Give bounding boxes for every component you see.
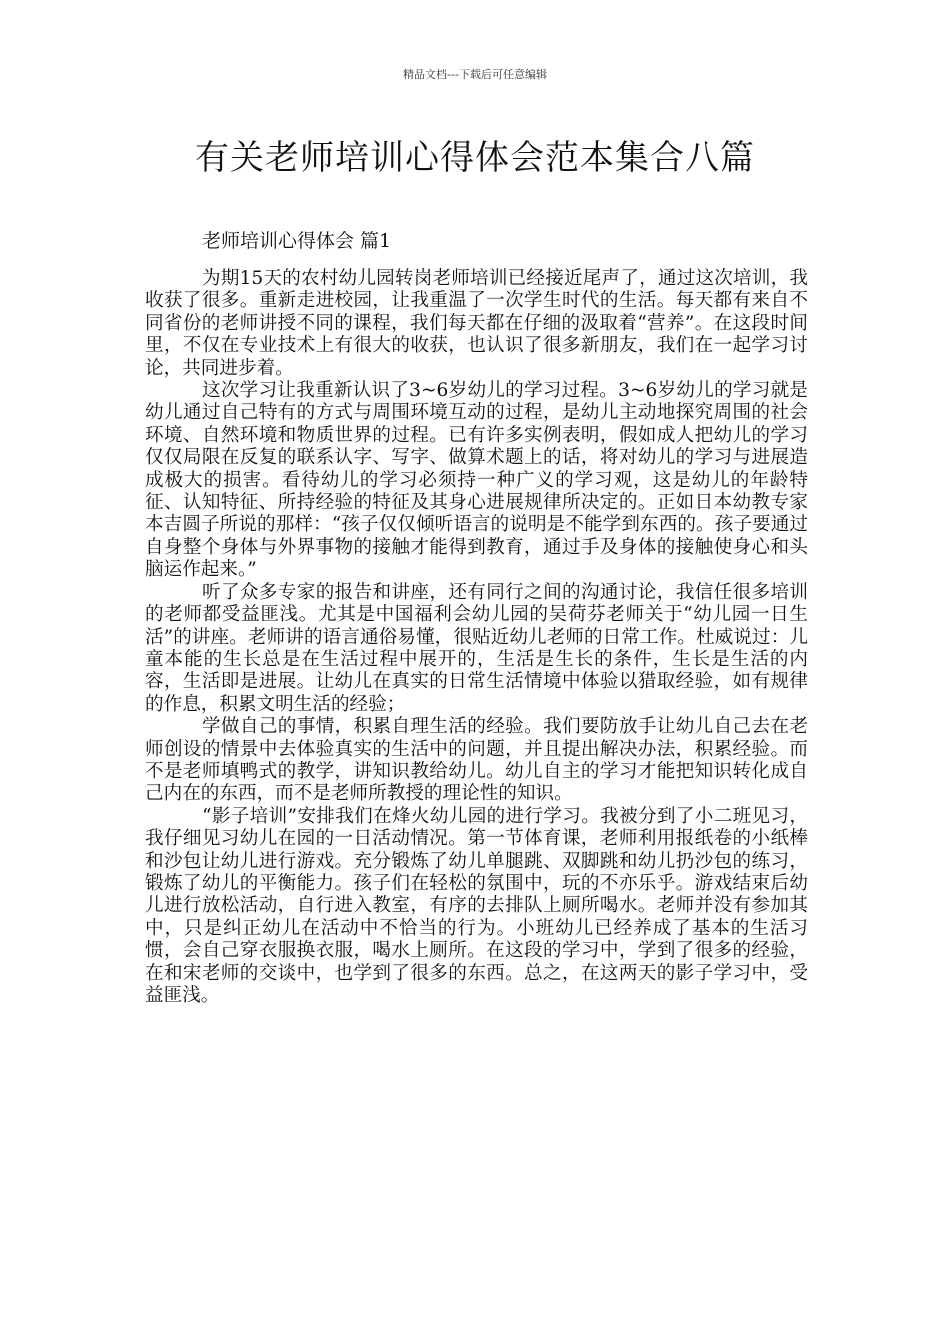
header-note: 精品文档---下载后可任意编辑 xyxy=(403,68,547,81)
paragraph-2: 这次学习让我重新认识了3~6岁幼儿的学习过程。3~6岁幼儿的学习就是幼儿通过自己特有的方式与周围环境互动的过程，是幼儿主动地探究周围的社会环境、自然环境和物质世界的过程。已有许多实例表明，假如成人把幼儿的学习仅仅局限在反复的联系认字、写字、做算术题上的话，将对幼儿的学习与进展造成极大的损害。看待幼儿的学习必须持一种广义的学习观，这是幼儿的年龄特征、认知特征、所持经验的特征及其身心进展规律所决定的。正如日本幼教专家本吉圆子所说的那样：“孩子仅仅倾听语言的说明是不能学到东西的。孩子要通过自身整个身体与外界事物的接触才能得到教育，通过手及身体的接触使身心和头脑运作起来。” xyxy=(145,380,808,581)
paragraph-4: 学做自己的事情，积累自理生活的经验。我们要防放手让幼儿自己去在老师创设的情景中去体验真实的生活中的问题，并且提出解决办法，积累经验。而不是老师填鸭式的教学，讲知识教给幼儿。幼儿自主的学习才能把知识转化成自己内在的东西，而不是老师所教授的理论性的知识。 xyxy=(145,716,808,805)
paragraph-3: 听了众多专家的报告和讲座，还有同行之间的沟通讨论，我信任很多培训的老师都受益匪浅。尤其是中国福利会幼儿园的吴荷芬老师关于“幼儿园一日生活”的讲座。老师讲的语言通俗易懂，很贴近幼儿老师的日常工作。杜威说过：儿童本能的生长总是在生活过程中展开的，生活是生长的条件，生长是生活的内容，生活即是进展。让幼儿在真实的日常生活情境中体验以猎取经验，如有规律的作息，积累文明生活的经验； xyxy=(145,581,808,715)
section-heading: 老师培训心得体会 篇1 xyxy=(202,230,392,252)
body-text xyxy=(145,268,808,1007)
paragraph-1: 为期15天的农村幼儿园转岗老师培训已经接近尾声了，通过这次培训，我收获了很多。重新走进校园，让我重温了一次学生时代的生活。每天都有来自不同省份的老师讲授不同的课程，我们每天都在仔细的汲取着“营养”。在这段时间里，不仅在专业技术上有很大的收获，也认识了很多新朋友，我们在一起学习讨论，共同进步着。 xyxy=(145,268,808,379)
document-title: 有关老师培训心得体会范本集合八篇 xyxy=(195,138,755,178)
paragraph-5: “影子培训”安排我们在烽火幼儿园的进行学习。我被分到了小二班见习，我仔细见习幼儿在园的一日活动情况。第一节体育课，老师利用报纸卷的小纸棒和沙包让幼儿进行游戏。充分锻炼了幼儿单腿跳、双脚跳和幼儿扔沙包的练习，锻炼了幼儿的平衡能力。孩子们在轻松的氛围中，玩的不亦乐乎。游戏结束后幼儿进行放松活动，自行进入教室，有序的去排队上厕所喝水。老师并没有参加其中，只是纠正幼儿在活动中不恰当的行为。小班幼儿已经养成了基本的生活习惯，会自己穿衣服换衣服，喝水上厕所。在这段的学习中，学到了很多的经验，在和宋老师的交谈中，也学到了很多的东西。总之，在这两天的影子学习中，受益匪浅。 xyxy=(145,805,808,1006)
